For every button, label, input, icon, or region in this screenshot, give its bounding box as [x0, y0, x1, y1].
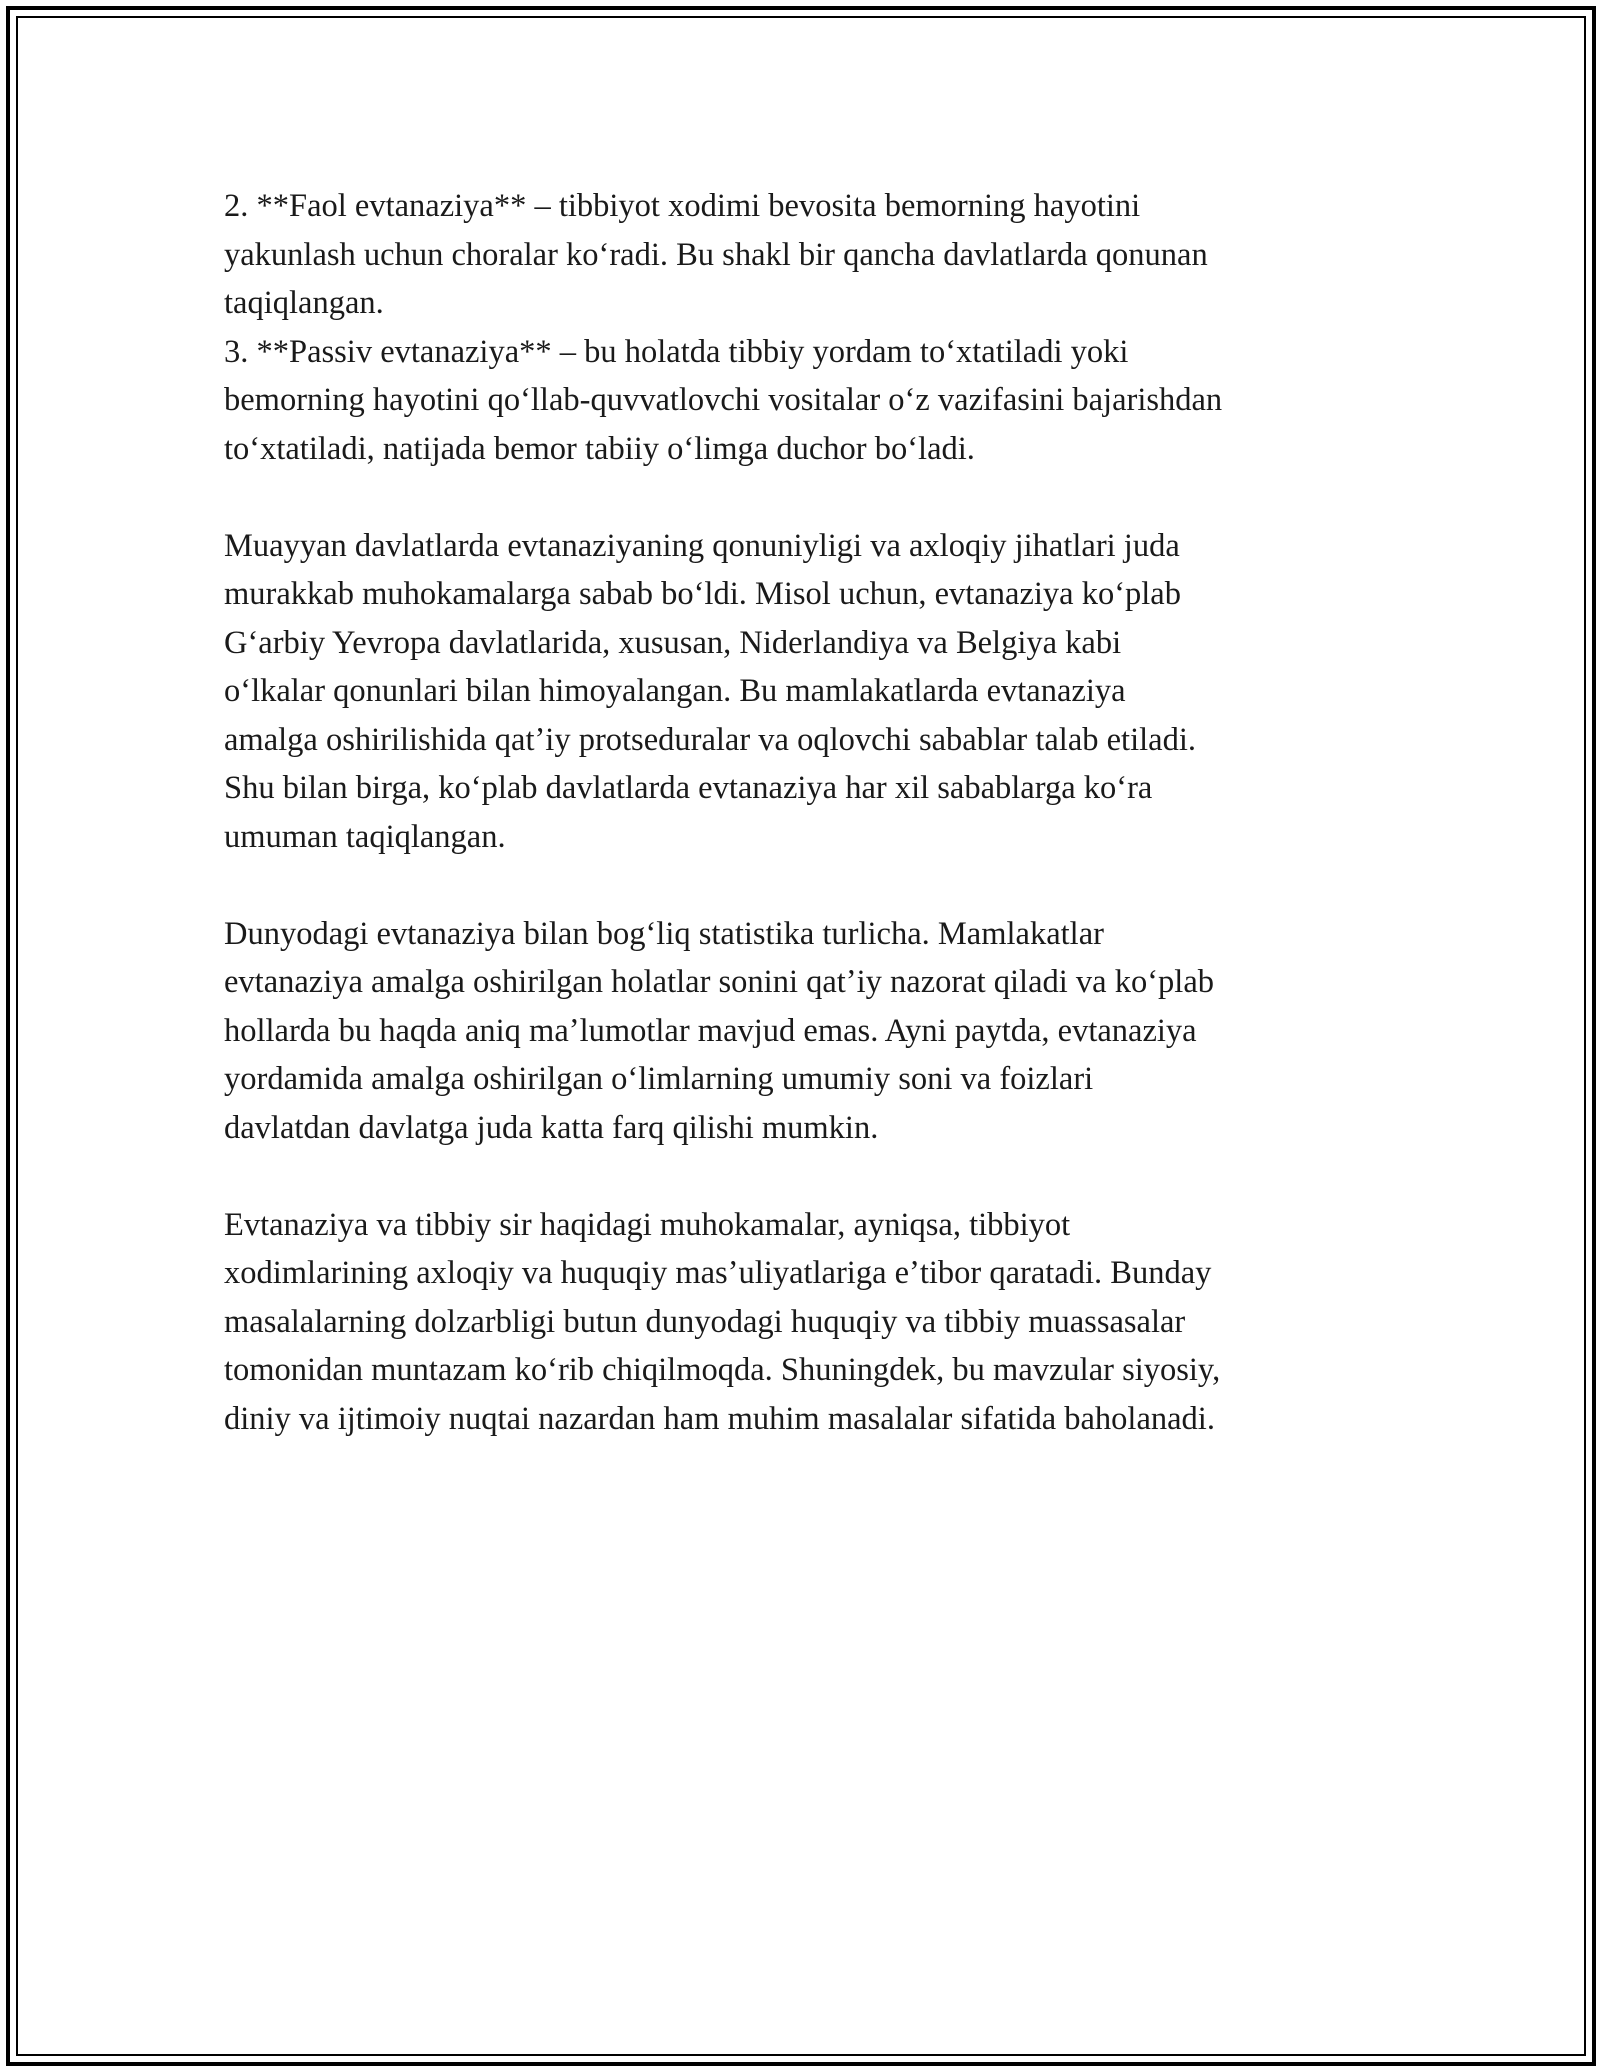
list-item-active-euthanasia — [224, 182, 1404, 328]
text-line: tomonidan muntazam koʻrib chiqilmoqda. Shuningdek, bu mavzular siyosiy, — [224, 1352, 1221, 1388]
text-line: davlatdan davlatga juda katta farq qilishi mumkin. — [224, 1109, 879, 1146]
text-line: Gʻarbiy Yevropa davlatlarida, xususan, Niderlandiya va Belgiya kabi — [224, 624, 1122, 661]
text-line: oʻlkalar qonunlari bilan himoyalangan. Bu mamlakatlarda evtanaziya — [224, 673, 1126, 709]
text-line: bemorning hayotini qoʻllab-quvvatlovchi vositalar oʻz vazifasini bajarishdan — [224, 382, 1223, 418]
text-line: masalalarning dolzarbligi butun dunyodagi huquqiy va tibbiy muassasalar — [224, 1303, 1186, 1340]
text-line: Evtanaziya va tibbiy sir haqidagi muhokamalar, ayniqsa, tibbiyot — [224, 1206, 1071, 1243]
text-line: amalga oshirilishida qatʼiy protseduralar va oqlovchi sabablar talab etiladi. — [224, 721, 1196, 758]
text-line: toʻxtatiladi, natijada bemor tabiiy oʻlimga duchor boʻladi. — [224, 430, 975, 467]
text-line: taqiqlangan. — [224, 285, 384, 321]
paragraph-spacer — [224, 861, 1404, 910]
text-line: 2. **Faol evtanaziya** – tibbiyot xodimi bevosita bemorning hayotini — [224, 188, 1141, 224]
paragraph-statistics — [224, 910, 1404, 1153]
text-line: hollarda bu haqda aniq maʼlumotlar mavjud emas. Ayni paytda, evtanaziya — [224, 1012, 1197, 1049]
list-item-passive-euthanasia — [224, 328, 1404, 474]
document-body — [224, 182, 1404, 1443]
text-line: yordamida amalga oshirilgan oʻlimlarning umumiy soni va foizlari — [224, 1061, 1094, 1097]
text-line: murakkab muhokamalarga sabab boʻldi. Misol uchun, evtanaziya koʻplab — [224, 576, 1181, 612]
text-line: yakunlash uchun choralar koʻradi. Bu shakl bir qancha davlatlarda qonunan — [224, 236, 1208, 273]
text-line: evtanaziya amalga oshirilgan holatlar sonini qatʼiy nazorat qiladi va koʻplab — [224, 964, 1214, 1000]
text-line: diniy va ijtimoiy nuqtai nazardan ham muhim masalalar sifatida baholanadi. — [224, 1400, 1215, 1437]
paragraph-spacer — [224, 473, 1404, 522]
text-line: 3. **Passiv evtanaziya** – bu holatda tibbiy yordam toʻxtatiladi yoki — [224, 333, 1129, 370]
paragraph-medical-secrecy — [224, 1201, 1404, 1444]
text-line: umuman taqiqlangan. — [224, 818, 506, 855]
text-line: xodimlarining axloqiy va huquqiy masʼuliyatlariga eʼtibor qaratadi. Bunday — [224, 1255, 1212, 1291]
text-line: Dunyodagi evtanaziya bilan bogʻliq statistika turlicha. Mamlakatlar — [224, 915, 1104, 952]
text-line: Shu bilan birga, koʻplab davlatlarda evtanaziya har xil sabablarga koʻra — [224, 770, 1153, 806]
paragraph-spacer — [224, 1152, 1404, 1201]
paragraph-legality — [224, 522, 1404, 862]
text-line: Muayyan davlatlarda evtanaziyaning qonuniyligi va axloqiy jihatlari juda — [224, 527, 1180, 564]
